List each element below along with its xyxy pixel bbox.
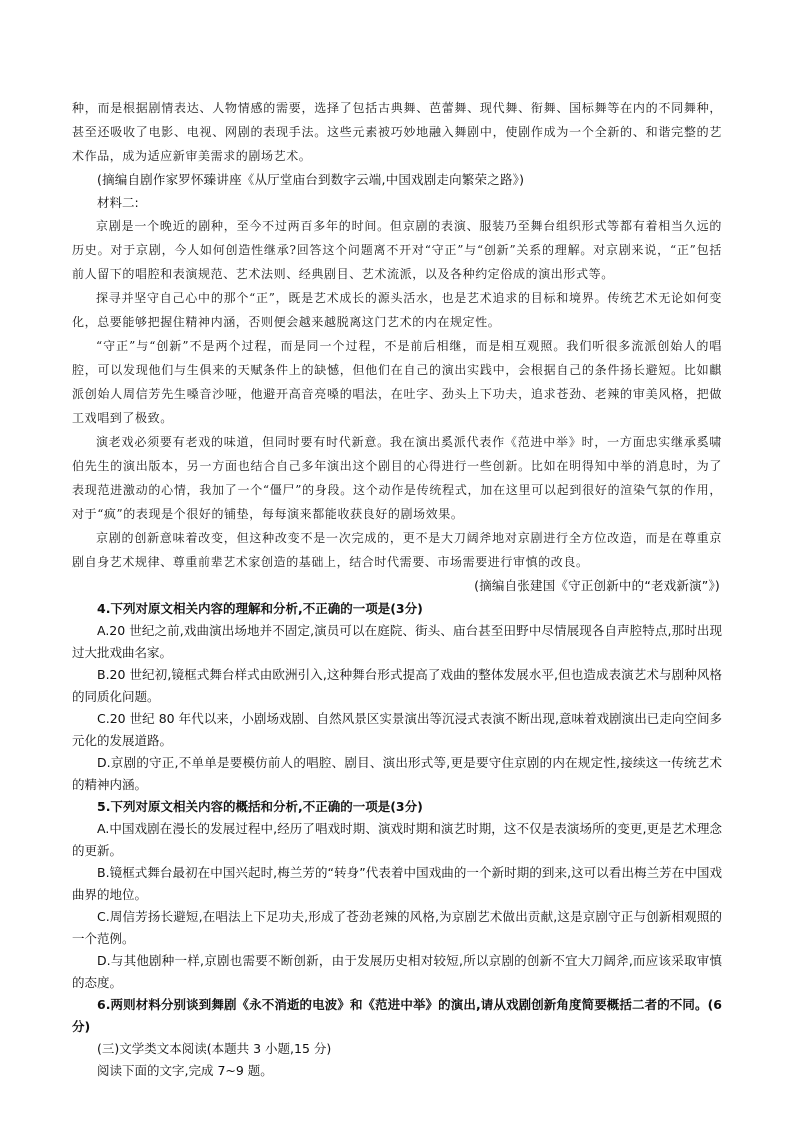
source-material2: (摘编自张建国《守正创新中的“老戏新演”》) bbox=[474, 578, 720, 593]
question-4-option-c: C.20 世纪 80 年代以来，小剧场戏剧、自然风景区实景演出等沉浸式表演不断出现,意味着戏剧演出已走向空间多元化的发展道路。 bbox=[72, 711, 722, 748]
reading-instruction: 阅读下面的文字,完成 7~9 题。 bbox=[97, 1063, 273, 1078]
question-5-option-b: B.镜框式舞台最初在中国兴起时,梅兰芳的“转身”代表着中国戏曲的一个新时期的到来,这可以看出梅兰芳在中国戏曲界的地位。 bbox=[72, 865, 722, 902]
material2-paragraph: 京剧是一个晚近的剧种，至今不过两百多年的时间。但京剧的表演、服装乃至舞台组织形式等都有着相当久远的历史。对于京剧，今人如何创造性继承?回答这个问题离不开对“守正”与“创新”关系的理解。对京剧来说，“正”包括前人留下的唱腔和表演规范、艺术法则、经典剧目、艺术流派，以及各种约定俗成的演出形式等。 bbox=[72, 219, 722, 281]
section-3-heading: (三)文学类文本阅读(本题共 3 小题,15 分) bbox=[97, 1041, 332, 1056]
question-4-option-b: B.20 世纪初,镜框式舞台样式由欧洲引入,这种舞台形式提高了戏曲的整体发展水平,但也造成表演艺术与剧种风格的同质化问题。 bbox=[72, 667, 722, 704]
question-4-option-d: D.京剧的守正,不单单是要模仿前人的唱腔、剧目、演出形式等,更是要守住京剧的内在规定性,接续这一传统艺术的精神内涵。 bbox=[72, 755, 722, 792]
question-4-option-a: A.20 世纪之前,戏曲演出场地并不固定,演员可以在庭院、街头、庙台甚至田野中尽情展现各自声腔特点,那时出现过大批戏曲名家。 bbox=[72, 623, 722, 660]
question-5-stem: 5.下列对原文相关内容的概括和分析,不正确的一项是(3分) bbox=[97, 799, 423, 814]
question-4-stem: 4.下列对原文相关内容的理解和分析,不正确的一项是(3分) bbox=[97, 601, 423, 616]
source-material1: (摘编自剧作家罗怀臻讲座《从厅堂庙台到数字云端,中国戏剧走向繁荣之路》) bbox=[97, 172, 525, 187]
question-5-option-a: A.中国戏剧在漫长的发展过程中,经历了唱戏时期、演戏时期和演艺时期，这不仅是表演场所的变更,更是艺术理念的更新。 bbox=[72, 821, 722, 858]
material1-tail: 种，而是根据剧情表达、人物情感的需要，选择了包括古典舞、芭蕾舞、现代舞、衔舞、国标舞等在内的不同舞种，甚至还吸收了电影、电视、网剧的表现手法。这些元素被巧妙地融入舞剧中，使剧作成为一个全新的、和谐完整的艺术作品，成为适应新审美需求的剧场艺术。 bbox=[72, 101, 722, 163]
material2-paragraph: 探寻并坚守自己心中的那个“正”，既是艺术成长的源头活水，也是艺术追求的目标和境界。传统艺术无论如何变化，总要能够把握住精神内涵，否则便会越来越脱离这门艺术的内在规定性。 bbox=[72, 291, 722, 329]
question-5-option-c: C.周信芳扬长避短,在唱法上下足功夫,形成了苍劲老辣的风格,为京剧艺术做出贡献,这是京剧守正与创新相观照的一个范例。 bbox=[72, 909, 722, 946]
material2-label: 材料二: bbox=[97, 195, 139, 210]
material2-paragraph: 演老戏必须要有老戏的味道，但同时要有时代新意。我在演出奚派代表作《范进中举》时，一方面忠实继承奚啸伯先生的演出版本，另一方面也结合自己多年演出这个剧目的心得进行一些创新。比如在明得知中举的消息时，为了表现范进激动的心情，我加了一个“僵尸”的身段。这个动作是传统程式，加在这里可以起到很好的渲染气氛的作用，对于“疯”的表现是个很好的铺垫，每每演来都能收获良好的剧场效果。 bbox=[72, 435, 722, 521]
question-5-option-d: D.与其他剧种一样,京剧也需要不断创新，由于发展历史相对较短,所以京剧的创新不宜大刀阔斧,而应该采取审慎的态度。 bbox=[72, 953, 722, 990]
material2-paragraph: 京剧的创新意味着改变，但这种改变不是一次完成的，更不是大刀阔斧地对京剧进行全方位改造，而是在尊重京剧自身艺术规律、尊重前辈艺术家创造的基础上，结合时代需要、市场需要进行审慎的改良。 bbox=[72, 531, 722, 569]
question-6: 6.两则材料分别谈到舞剧《永不消逝的电波》和《范进中举》的演出,请从戏剧创新角度简要概括二者的不同。(6分) bbox=[72, 997, 722, 1034]
material2-paragraph: “守正”与“创新”不是两个过程，而是同一个过程，不是前后相继，而是相互观照。我们听很多流派创始人的唱腔，可以发现他们与生俱来的天赋条件上的缺憾，但他们在自己的演出实践中，会根据自己的条件扬长避短。比如麒派创始人周信芳先生嗓音沙哑，他避开高音亮嗓的唱法，在吐字、劲头上下功夫，追求苍劲、老辣的审美风格，把做工戏唱到了极致。 bbox=[72, 339, 722, 425]
